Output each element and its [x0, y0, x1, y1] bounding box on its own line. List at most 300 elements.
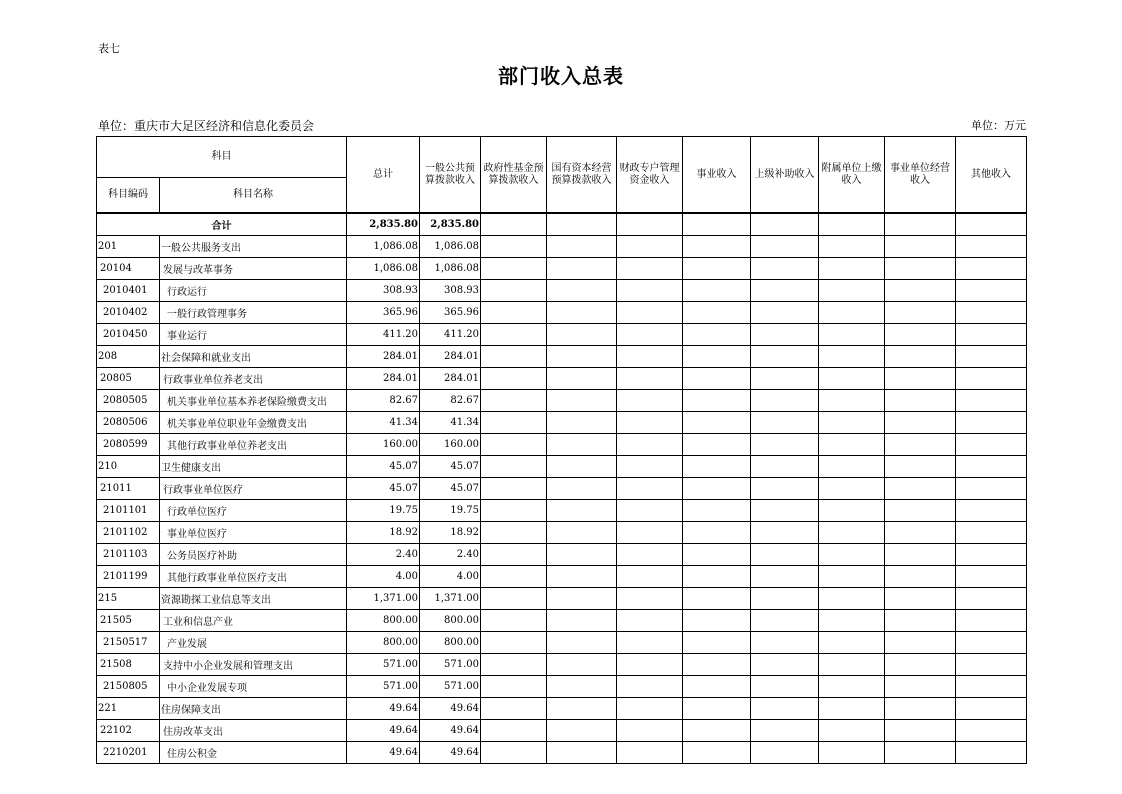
- subject-code-cell: 2080505: [97, 390, 160, 412]
- empty-cell: [617, 500, 683, 522]
- subject-name-cell: 事业运行: [160, 324, 347, 346]
- empty-cell: [885, 566, 956, 588]
- empty-cell: [683, 632, 751, 654]
- subject-code-cell: 2010450: [97, 324, 160, 346]
- total-cell: 1,086.08: [347, 236, 420, 258]
- empty-cell: [751, 280, 819, 302]
- empty-cell: [683, 258, 751, 280]
- empty-cell: [956, 236, 1027, 258]
- empty-cell: [751, 500, 819, 522]
- subject-name-cell: 中小企业发展专项: [160, 676, 347, 698]
- empty-cell: [481, 566, 547, 588]
- empty-cell: [683, 698, 751, 720]
- general-budget-cell: 284.01: [420, 346, 481, 368]
- empty-cell: [547, 500, 617, 522]
- table-row: [97, 324, 1027, 346]
- table-number-label: 表七: [98, 42, 120, 55]
- empty-cell: [547, 566, 617, 588]
- subject-code-cell: 2101101: [97, 500, 160, 522]
- subject-name-cell: 支持中小企业发展和管理支出: [160, 654, 347, 676]
- empty-cell: [819, 698, 885, 720]
- empty-cell: [547, 390, 617, 412]
- table-row: [97, 698, 1027, 720]
- table-row: [97, 522, 1027, 544]
- total-cell: 18.92: [347, 522, 420, 544]
- unit-organization: 单位：重庆市大足区经济和信息化委员会: [98, 119, 315, 133]
- total-cell: 365.96: [347, 302, 420, 324]
- subject-name-cell: 一般公共服务支出: [160, 236, 347, 258]
- empty-cell: [819, 390, 885, 412]
- empty-cell: [819, 346, 885, 368]
- empty-cell: [481, 346, 547, 368]
- empty-cell: [481, 368, 547, 390]
- empty-cell: [885, 544, 956, 566]
- empty-cell: [956, 676, 1027, 698]
- empty-cell: [885, 588, 956, 610]
- table-row: [97, 544, 1027, 566]
- empty-cell: [481, 544, 547, 566]
- empty-cell: [617, 742, 683, 764]
- empty-cell: [751, 236, 819, 258]
- empty-cell: [751, 610, 819, 632]
- empty-cell: [819, 324, 885, 346]
- empty-cell: [956, 742, 1027, 764]
- empty-cell: [547, 610, 617, 632]
- subject-name-cell: 卫生健康支出: [160, 456, 347, 478]
- total-cell: 284.01: [347, 346, 420, 368]
- empty-cell: [683, 478, 751, 500]
- table-row: [97, 280, 1027, 302]
- subject-code-cell: 20805: [97, 368, 160, 390]
- empty-cell: [683, 346, 751, 368]
- subject-name-cell: 其他行政事业单位养老支出: [160, 434, 347, 456]
- empty-cell: [751, 742, 819, 764]
- empty-cell: [481, 302, 547, 324]
- empty-cell: [819, 522, 885, 544]
- subject-code-cell: 2010402: [97, 302, 160, 324]
- empty-cell: [885, 698, 956, 720]
- general-budget-cell: 49.64: [420, 720, 481, 742]
- empty-cell: [547, 324, 617, 346]
- empty-cell: [547, 632, 617, 654]
- general-budget-cell: 49.64: [420, 742, 481, 764]
- empty-cell: [617, 588, 683, 610]
- empty-cell: [885, 676, 956, 698]
- empty-cell: [751, 324, 819, 346]
- empty-cell: [885, 302, 956, 324]
- table-row: [97, 500, 1027, 522]
- empty-cell: [683, 500, 751, 522]
- empty-cell: [956, 280, 1027, 302]
- empty-cell: [617, 522, 683, 544]
- empty-cell: [547, 346, 617, 368]
- empty-cell: [819, 213, 885, 236]
- table-row: [97, 566, 1027, 588]
- empty-cell: [617, 720, 683, 742]
- empty-cell: [617, 566, 683, 588]
- empty-cell: [956, 390, 1027, 412]
- empty-cell: [617, 698, 683, 720]
- header-affiliated-income: 附属单位上缴收入: [819, 137, 885, 214]
- header-gov-fund: 政府性基金预算拨款收入: [481, 137, 547, 214]
- empty-cell: [751, 456, 819, 478]
- subject-code-cell: 21011: [97, 478, 160, 500]
- general-budget-cell: 18.92: [420, 522, 481, 544]
- empty-cell: [547, 478, 617, 500]
- table-row: [97, 412, 1027, 434]
- empty-cell: [617, 236, 683, 258]
- unit-currency: 单位：万元: [971, 119, 1026, 132]
- general-budget-cell: 49.64: [420, 698, 481, 720]
- empty-cell: [956, 412, 1027, 434]
- total-cell: 45.07: [347, 478, 420, 500]
- empty-cell: [751, 632, 819, 654]
- empty-cell: [481, 434, 547, 456]
- empty-cell: [885, 346, 956, 368]
- empty-cell: [885, 368, 956, 390]
- empty-cell: [617, 544, 683, 566]
- subject-name-cell: 住房保障支出: [160, 698, 347, 720]
- empty-cell: [751, 258, 819, 280]
- empty-cell: [481, 632, 547, 654]
- empty-cell: [481, 522, 547, 544]
- total-cell: 49.64: [347, 720, 420, 742]
- table-row: [97, 632, 1027, 654]
- empty-cell: [547, 434, 617, 456]
- empty-cell: [683, 324, 751, 346]
- table-row: [97, 390, 1027, 412]
- subject-code-cell: 2150517: [97, 632, 160, 654]
- empty-cell: [956, 632, 1027, 654]
- empty-cell: [617, 368, 683, 390]
- empty-cell: [751, 522, 819, 544]
- total-cell: 160.00: [347, 434, 420, 456]
- total-label: 合计: [97, 213, 347, 236]
- empty-cell: [819, 676, 885, 698]
- empty-cell: [819, 720, 885, 742]
- empty-cell: [481, 236, 547, 258]
- empty-cell: [956, 213, 1027, 236]
- subject-name-cell: 其他行政事业单位医疗支出: [160, 566, 347, 588]
- empty-cell: [819, 456, 885, 478]
- subject-code-cell: 21508: [97, 654, 160, 676]
- subject-name-cell: 行政事业单位医疗: [160, 478, 347, 500]
- subject-code-cell: 2210201: [97, 742, 160, 764]
- empty-cell: [683, 566, 751, 588]
- total-row: [97, 213, 1027, 236]
- total-cell: 800.00: [347, 610, 420, 632]
- subject-code-cell: 22102: [97, 720, 160, 742]
- general-budget-cell: 82.67: [420, 390, 481, 412]
- empty-cell: [819, 368, 885, 390]
- total-cell: 1,086.08: [347, 258, 420, 280]
- general-budget-cell: 2.40: [420, 544, 481, 566]
- table-row: [97, 478, 1027, 500]
- empty-cell: [547, 368, 617, 390]
- empty-cell: [547, 588, 617, 610]
- empty-cell: [819, 478, 885, 500]
- empty-cell: [683, 280, 751, 302]
- empty-cell: [751, 213, 819, 236]
- empty-cell: [956, 522, 1027, 544]
- empty-cell: [885, 390, 956, 412]
- subject-code-cell: 215: [97, 588, 160, 610]
- empty-cell: [819, 500, 885, 522]
- empty-cell: [956, 610, 1027, 632]
- empty-cell: [956, 720, 1027, 742]
- total-cell: 49.64: [347, 742, 420, 764]
- empty-cell: [481, 412, 547, 434]
- empty-cell: [481, 280, 547, 302]
- empty-cell: [956, 258, 1027, 280]
- general-budget-cell: 45.07: [420, 478, 481, 500]
- empty-cell: [751, 588, 819, 610]
- empty-cell: [547, 213, 617, 236]
- empty-cell: [617, 676, 683, 698]
- header-other-income: 其他收入: [956, 137, 1027, 214]
- empty-cell: [683, 302, 751, 324]
- empty-cell: [547, 698, 617, 720]
- subject-name-cell: 机关事业单位基本养老保险缴费支出: [160, 390, 347, 412]
- total-cell: 284.01: [347, 368, 420, 390]
- empty-cell: [819, 632, 885, 654]
- subject-name-cell: 社会保障和就业支出: [160, 346, 347, 368]
- empty-cell: [885, 610, 956, 632]
- empty-cell: [481, 698, 547, 720]
- subject-code-cell: 2101199: [97, 566, 160, 588]
- empty-cell: [481, 720, 547, 742]
- empty-cell: [547, 236, 617, 258]
- total-general-budget: 2,835.80: [420, 213, 481, 236]
- empty-cell: [819, 302, 885, 324]
- general-budget-cell: 571.00: [420, 654, 481, 676]
- subject-code-cell: 2010401: [97, 280, 160, 302]
- empty-cell: [617, 390, 683, 412]
- header-subject-name: 科目名称: [160, 178, 347, 214]
- empty-cell: [481, 654, 547, 676]
- subject-name-cell: 行政单位医疗: [160, 500, 347, 522]
- empty-cell: [956, 324, 1027, 346]
- header-superior-subsidy: 上级补助收入: [751, 137, 819, 214]
- subject-code-cell: 2150805: [97, 676, 160, 698]
- total-cell: 82.67: [347, 390, 420, 412]
- empty-cell: [547, 412, 617, 434]
- empty-cell: [751, 654, 819, 676]
- total-cell: 571.00: [347, 676, 420, 698]
- empty-cell: [683, 544, 751, 566]
- empty-cell: [956, 302, 1027, 324]
- total-cell: 41.34: [347, 412, 420, 434]
- empty-cell: [956, 654, 1027, 676]
- table-row: [97, 368, 1027, 390]
- empty-cell: [885, 412, 956, 434]
- empty-cell: [683, 368, 751, 390]
- general-budget-cell: 308.93: [420, 280, 481, 302]
- empty-cell: [547, 544, 617, 566]
- subject-name-cell: 一般行政管理事务: [160, 302, 347, 324]
- empty-cell: [547, 302, 617, 324]
- empty-cell: [956, 456, 1027, 478]
- empty-cell: [885, 434, 956, 456]
- empty-cell: [956, 346, 1027, 368]
- empty-cell: [547, 742, 617, 764]
- table-row: [97, 456, 1027, 478]
- subject-code-cell: 208: [97, 346, 160, 368]
- subject-name-cell: 行政事业单位养老支出: [160, 368, 347, 390]
- empty-cell: [481, 742, 547, 764]
- subject-name-cell: 住房改革支出: [160, 720, 347, 742]
- empty-cell: [683, 742, 751, 764]
- income-summary-table: [96, 136, 1027, 764]
- table-row: [97, 236, 1027, 258]
- empty-cell: [819, 434, 885, 456]
- empty-cell: [751, 346, 819, 368]
- subject-name-cell: 机关事业单位职业年金缴费支出: [160, 412, 347, 434]
- total-cell: 308.93: [347, 280, 420, 302]
- empty-cell: [683, 434, 751, 456]
- empty-cell: [683, 236, 751, 258]
- header-special-account: 财政专户管理资金收入: [617, 137, 683, 214]
- empty-cell: [481, 390, 547, 412]
- total-cell: 49.64: [347, 698, 420, 720]
- empty-cell: [683, 654, 751, 676]
- subject-code-cell: 2080599: [97, 434, 160, 456]
- general-budget-cell: 1,371.00: [420, 588, 481, 610]
- empty-cell: [547, 654, 617, 676]
- empty-cell: [819, 610, 885, 632]
- empty-cell: [885, 632, 956, 654]
- header-subject-code: 科目编码: [97, 178, 160, 214]
- general-budget-cell: 160.00: [420, 434, 481, 456]
- total-cell: 1,371.00: [347, 588, 420, 610]
- subject-code-cell: 210: [97, 456, 160, 478]
- header-operating-income: 事业单位经营收入: [885, 137, 956, 214]
- empty-cell: [819, 742, 885, 764]
- empty-cell: [617, 412, 683, 434]
- empty-cell: [547, 280, 617, 302]
- empty-cell: [683, 456, 751, 478]
- page-title: 部门收入总表: [498, 64, 624, 88]
- empty-cell: [617, 302, 683, 324]
- total-amount: 2,835.80: [347, 213, 420, 236]
- empty-cell: [885, 456, 956, 478]
- empty-cell: [547, 676, 617, 698]
- table-row: [97, 434, 1027, 456]
- subject-code-cell: 20104: [97, 258, 160, 280]
- empty-cell: [617, 258, 683, 280]
- empty-cell: [617, 632, 683, 654]
- empty-cell: [885, 500, 956, 522]
- general-budget-cell: 284.01: [420, 368, 481, 390]
- subject-code-cell: 201: [97, 236, 160, 258]
- table-row: [97, 742, 1027, 764]
- empty-cell: [617, 654, 683, 676]
- total-cell: 45.07: [347, 456, 420, 478]
- empty-cell: [751, 412, 819, 434]
- empty-cell: [617, 478, 683, 500]
- table-row: [97, 720, 1027, 742]
- subject-code-cell: 2101103: [97, 544, 160, 566]
- subject-code-cell: 2101102: [97, 522, 160, 544]
- empty-cell: [956, 588, 1027, 610]
- empty-cell: [683, 412, 751, 434]
- subject-name-cell: 工业和信息产业: [160, 610, 347, 632]
- header-general-budget: 一般公共预算拨款收入: [420, 137, 481, 214]
- table-row: [97, 676, 1027, 698]
- subject-name-cell: 事业单位医疗: [160, 522, 347, 544]
- empty-cell: [956, 566, 1027, 588]
- empty-cell: [751, 390, 819, 412]
- empty-cell: [956, 434, 1027, 456]
- general-budget-cell: 45.07: [420, 456, 481, 478]
- header-subject-group: 科目: [97, 137, 347, 178]
- empty-cell: [819, 654, 885, 676]
- empty-cell: [751, 676, 819, 698]
- empty-cell: [683, 610, 751, 632]
- table-row: [97, 588, 1027, 610]
- empty-cell: [751, 720, 819, 742]
- table-row: [97, 258, 1027, 280]
- total-cell: 2.40: [347, 544, 420, 566]
- table-row: [97, 302, 1027, 324]
- empty-cell: [751, 566, 819, 588]
- empty-cell: [683, 390, 751, 412]
- empty-cell: [617, 346, 683, 368]
- empty-cell: [683, 213, 751, 236]
- empty-cell: [956, 698, 1027, 720]
- empty-cell: [751, 698, 819, 720]
- empty-cell: [885, 258, 956, 280]
- empty-cell: [481, 676, 547, 698]
- empty-cell: [481, 478, 547, 500]
- subject-name-cell: 行政运行: [160, 280, 347, 302]
- empty-cell: [885, 478, 956, 500]
- subject-name-cell: 住房公积金: [160, 742, 347, 764]
- empty-cell: [547, 258, 617, 280]
- subject-name-cell: 发展与改革事务: [160, 258, 347, 280]
- empty-cell: [751, 478, 819, 500]
- empty-cell: [683, 588, 751, 610]
- empty-cell: [819, 412, 885, 434]
- subject-code-cell: 221: [97, 698, 160, 720]
- empty-cell: [547, 456, 617, 478]
- empty-cell: [885, 324, 956, 346]
- empty-cell: [885, 720, 956, 742]
- empty-cell: [617, 324, 683, 346]
- total-cell: 800.00: [347, 632, 420, 654]
- empty-cell: [481, 500, 547, 522]
- subject-name-cell: 产业发展: [160, 632, 347, 654]
- empty-cell: [751, 544, 819, 566]
- general-budget-cell: 41.34: [420, 412, 481, 434]
- subject-code-cell: 2080506: [97, 412, 160, 434]
- empty-cell: [885, 654, 956, 676]
- empty-cell: [481, 588, 547, 610]
- empty-cell: [481, 213, 547, 236]
- total-cell: 4.00: [347, 566, 420, 588]
- total-cell: 411.20: [347, 324, 420, 346]
- empty-cell: [481, 324, 547, 346]
- empty-cell: [956, 544, 1027, 566]
- total-cell: 571.00: [347, 654, 420, 676]
- general-budget-cell: 1,086.08: [420, 258, 481, 280]
- empty-cell: [885, 236, 956, 258]
- empty-cell: [617, 280, 683, 302]
- general-budget-cell: 4.00: [420, 566, 481, 588]
- general-budget-cell: 365.96: [420, 302, 481, 324]
- empty-cell: [819, 544, 885, 566]
- general-budget-cell: 19.75: [420, 500, 481, 522]
